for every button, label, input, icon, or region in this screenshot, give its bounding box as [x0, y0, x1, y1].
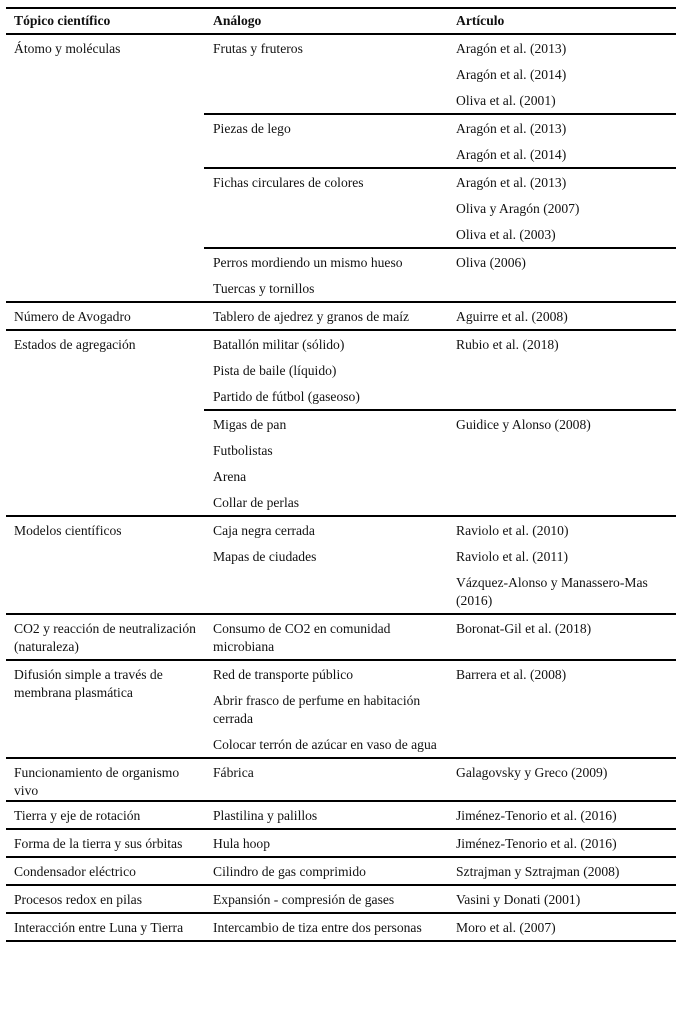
article-cell — [447, 517, 676, 613]
table-row — [6, 802, 676, 830]
analog-groups — [204, 331, 676, 515]
article-cell — [447, 303, 676, 329]
analog: Red de transporte público — [213, 667, 354, 682]
table-row — [6, 303, 676, 331]
analog: Migas de pan — [213, 417, 287, 432]
analog-groups — [204, 517, 676, 613]
analog: Partido de fútbol (gaseoso) — [213, 389, 360, 404]
topic-cell — [6, 661, 204, 757]
analog: Colocar terrón de azúcar en vaso de agua — [213, 737, 437, 752]
article-cell — [447, 411, 676, 515]
table-row — [6, 517, 676, 615]
article-reference: Moro et al. (2007) — [456, 920, 556, 935]
analog: Batallón militar (sólido) — [213, 337, 345, 352]
topic-name: Átomo y moléculas — [14, 41, 121, 56]
topic-cell — [6, 858, 204, 884]
analog-group — [204, 517, 676, 613]
table-row — [6, 615, 676, 661]
topic-cell — [6, 331, 204, 515]
topic-name: Tierra y eje de rotación — [14, 808, 141, 823]
analog: Expansión - compresión de gases — [213, 892, 395, 907]
analog: Arena — [213, 469, 247, 484]
analog-groups — [204, 615, 676, 659]
analog: Futbolistas — [213, 443, 273, 458]
topic-name: Estados de agregación — [14, 337, 136, 352]
analog: Consumo de CO2 en comunidad microbiana — [213, 621, 391, 654]
article-reference: Aragón et al. (2013) — [456, 121, 567, 136]
analog-cell — [204, 249, 447, 301]
article-reference: Aragón et al. (2013) — [456, 175, 567, 190]
topic-cell — [6, 886, 204, 912]
analog: Frutas y fruteros — [213, 41, 303, 56]
analog: Piezas de lego — [213, 121, 291, 136]
analog: Plastilina y palillos — [213, 808, 318, 823]
article-cell — [447, 914, 676, 940]
analog: Abrir frasco de perfume en habitación cerrada — [213, 693, 421, 726]
analog: Intercambio de tiza entre dos personas — [213, 920, 422, 935]
topic-name: Difusión simple a través de membrana plasmática — [14, 667, 163, 700]
analog-groups — [204, 759, 676, 800]
topic-name: Condensador eléctrico — [14, 864, 136, 879]
analogies-table — [6, 7, 676, 942]
analog-group — [204, 661, 676, 757]
article-cell — [447, 35, 676, 113]
article-cell — [447, 858, 676, 884]
topic-name: CO2 y reacción de neutralización (naturaleza) — [14, 621, 196, 654]
analog-group — [204, 830, 676, 856]
topic-cell — [6, 802, 204, 828]
analog-cell — [204, 661, 447, 757]
analog-groups — [204, 303, 676, 329]
analog-cell — [204, 830, 447, 856]
analog-group — [204, 247, 676, 301]
article-cell — [447, 249, 676, 301]
analog-groups — [204, 830, 676, 856]
table-row — [6, 759, 676, 802]
analog-group — [204, 802, 676, 828]
article-reference: Oliva et al. (2003) — [456, 227, 556, 242]
article-cell — [447, 661, 676, 757]
article-reference: Aragón et al. (2013) — [456, 41, 567, 56]
analog-group — [204, 331, 676, 409]
header-analog: Análogo — [213, 13, 262, 28]
analog-groups — [204, 914, 676, 940]
topic-name: Interacción entre Luna y Tierra — [14, 920, 184, 935]
article-reference: Oliva y Aragón (2007) — [456, 201, 580, 216]
analog-groups — [204, 886, 676, 912]
analog-cell — [204, 411, 447, 515]
analog-cell — [204, 615, 447, 659]
analog-group — [204, 615, 676, 659]
analog-group — [204, 167, 676, 247]
analog-cell — [204, 914, 447, 940]
article-reference: Vasini y Donati (2001) — [456, 892, 581, 907]
topic-name: Funcionamiento de organismo vivo — [14, 765, 180, 798]
table-row — [6, 830, 676, 858]
analog: Fichas circulares de colores — [213, 175, 364, 190]
article-cell — [447, 830, 676, 856]
topic-cell — [6, 914, 204, 940]
analog-cell — [204, 303, 447, 329]
analog-group — [204, 858, 676, 884]
analog-cell — [204, 802, 447, 828]
table-row — [6, 858, 676, 886]
article-cell — [447, 115, 676, 167]
analog-cell — [204, 759, 447, 785]
article-cell — [447, 802, 676, 828]
analog: Hula hoop — [213, 836, 271, 851]
table-header — [6, 9, 676, 35]
analog-cell — [204, 115, 447, 167]
article-reference: Guidice y Alonso (2008) — [456, 417, 591, 432]
article-reference: Oliva (2006) — [456, 255, 526, 270]
article-reference: Sztrajman y Sztrajman (2008) — [456, 864, 620, 879]
analog-group — [204, 113, 676, 167]
article-reference: Aragón et al. (2014) — [456, 147, 567, 162]
topic-name: Modelos científicos — [14, 523, 122, 538]
header-article: Artículo — [456, 13, 505, 28]
article-cell — [447, 759, 676, 785]
topic-name: Número de Avogadro — [14, 309, 131, 324]
topic-name: Procesos redox en pilas — [14, 892, 142, 907]
topic-cell — [6, 759, 204, 800]
article-cell — [447, 886, 676, 912]
analog-group — [204, 914, 676, 940]
article-reference: Galagovsky y Greco (2009) — [456, 765, 608, 780]
analog: Caja negra cerrada — [213, 523, 315, 538]
analog: Tuercas y tornillos — [213, 281, 315, 296]
analog: Mapas de ciudades — [213, 549, 317, 564]
analog-groups — [204, 858, 676, 884]
analog-cell — [204, 35, 447, 113]
topic-name: Forma de la tierra y sus órbitas — [14, 836, 183, 851]
analog-group — [204, 409, 676, 515]
article-reference: Jiménez-Tenorio et al. (2016) — [456, 808, 617, 823]
table-row — [6, 35, 676, 303]
article-cell — [447, 615, 676, 659]
table-row — [6, 661, 676, 759]
article-reference: Vázquez-Alonso y Manassero-Mas (2016) — [456, 575, 648, 608]
table-row — [6, 914, 676, 942]
analog: Pista de baile (líquido) — [213, 363, 337, 378]
analog-cell — [204, 169, 447, 247]
article-reference: Raviolo et al. (2011) — [456, 549, 568, 564]
table-row — [6, 331, 676, 517]
article-reference: Raviolo et al. (2010) — [456, 523, 569, 538]
article-reference: Aragón et al. (2014) — [456, 67, 567, 82]
analog-groups — [204, 35, 676, 301]
analog: Tablero de ajedrez y granos de maíz — [213, 309, 410, 324]
topic-cell — [6, 517, 204, 613]
article-cell — [447, 331, 676, 409]
article-reference: Barrera et al. (2008) — [456, 667, 567, 682]
analog-cell — [204, 886, 447, 912]
table-row — [6, 886, 676, 914]
topic-cell — [6, 615, 204, 659]
analog-cell — [204, 331, 447, 409]
analog: Perros mordiendo un mismo hueso — [213, 255, 403, 270]
analog-groups — [204, 661, 676, 757]
analog: Collar de perlas — [213, 495, 300, 510]
analog-group — [204, 35, 676, 113]
analog-group — [204, 886, 676, 912]
analog-groups — [204, 802, 676, 828]
analog-group — [204, 759, 676, 785]
article-reference: Aguirre et al. (2008) — [456, 309, 568, 324]
topic-cell — [6, 303, 204, 329]
analog-group — [204, 303, 676, 329]
article-reference: Oliva et al. (2001) — [456, 93, 556, 108]
topic-cell — [6, 830, 204, 856]
topic-cell — [6, 35, 204, 301]
analog-cell — [204, 517, 447, 613]
article-cell — [447, 169, 676, 247]
table-body — [6, 35, 676, 942]
analog-cell — [204, 858, 447, 884]
header-topic: Tópico científico — [14, 13, 111, 28]
article-reference: Boronat-Gil et al. (2018) — [456, 621, 592, 636]
analog: Cilindro de gas comprimido — [213, 864, 366, 879]
article-reference: Jiménez-Tenorio et al. (2016) — [456, 836, 617, 851]
analog: Fábrica — [213, 765, 254, 780]
article-reference: Rubio et al. (2018) — [456, 337, 559, 352]
